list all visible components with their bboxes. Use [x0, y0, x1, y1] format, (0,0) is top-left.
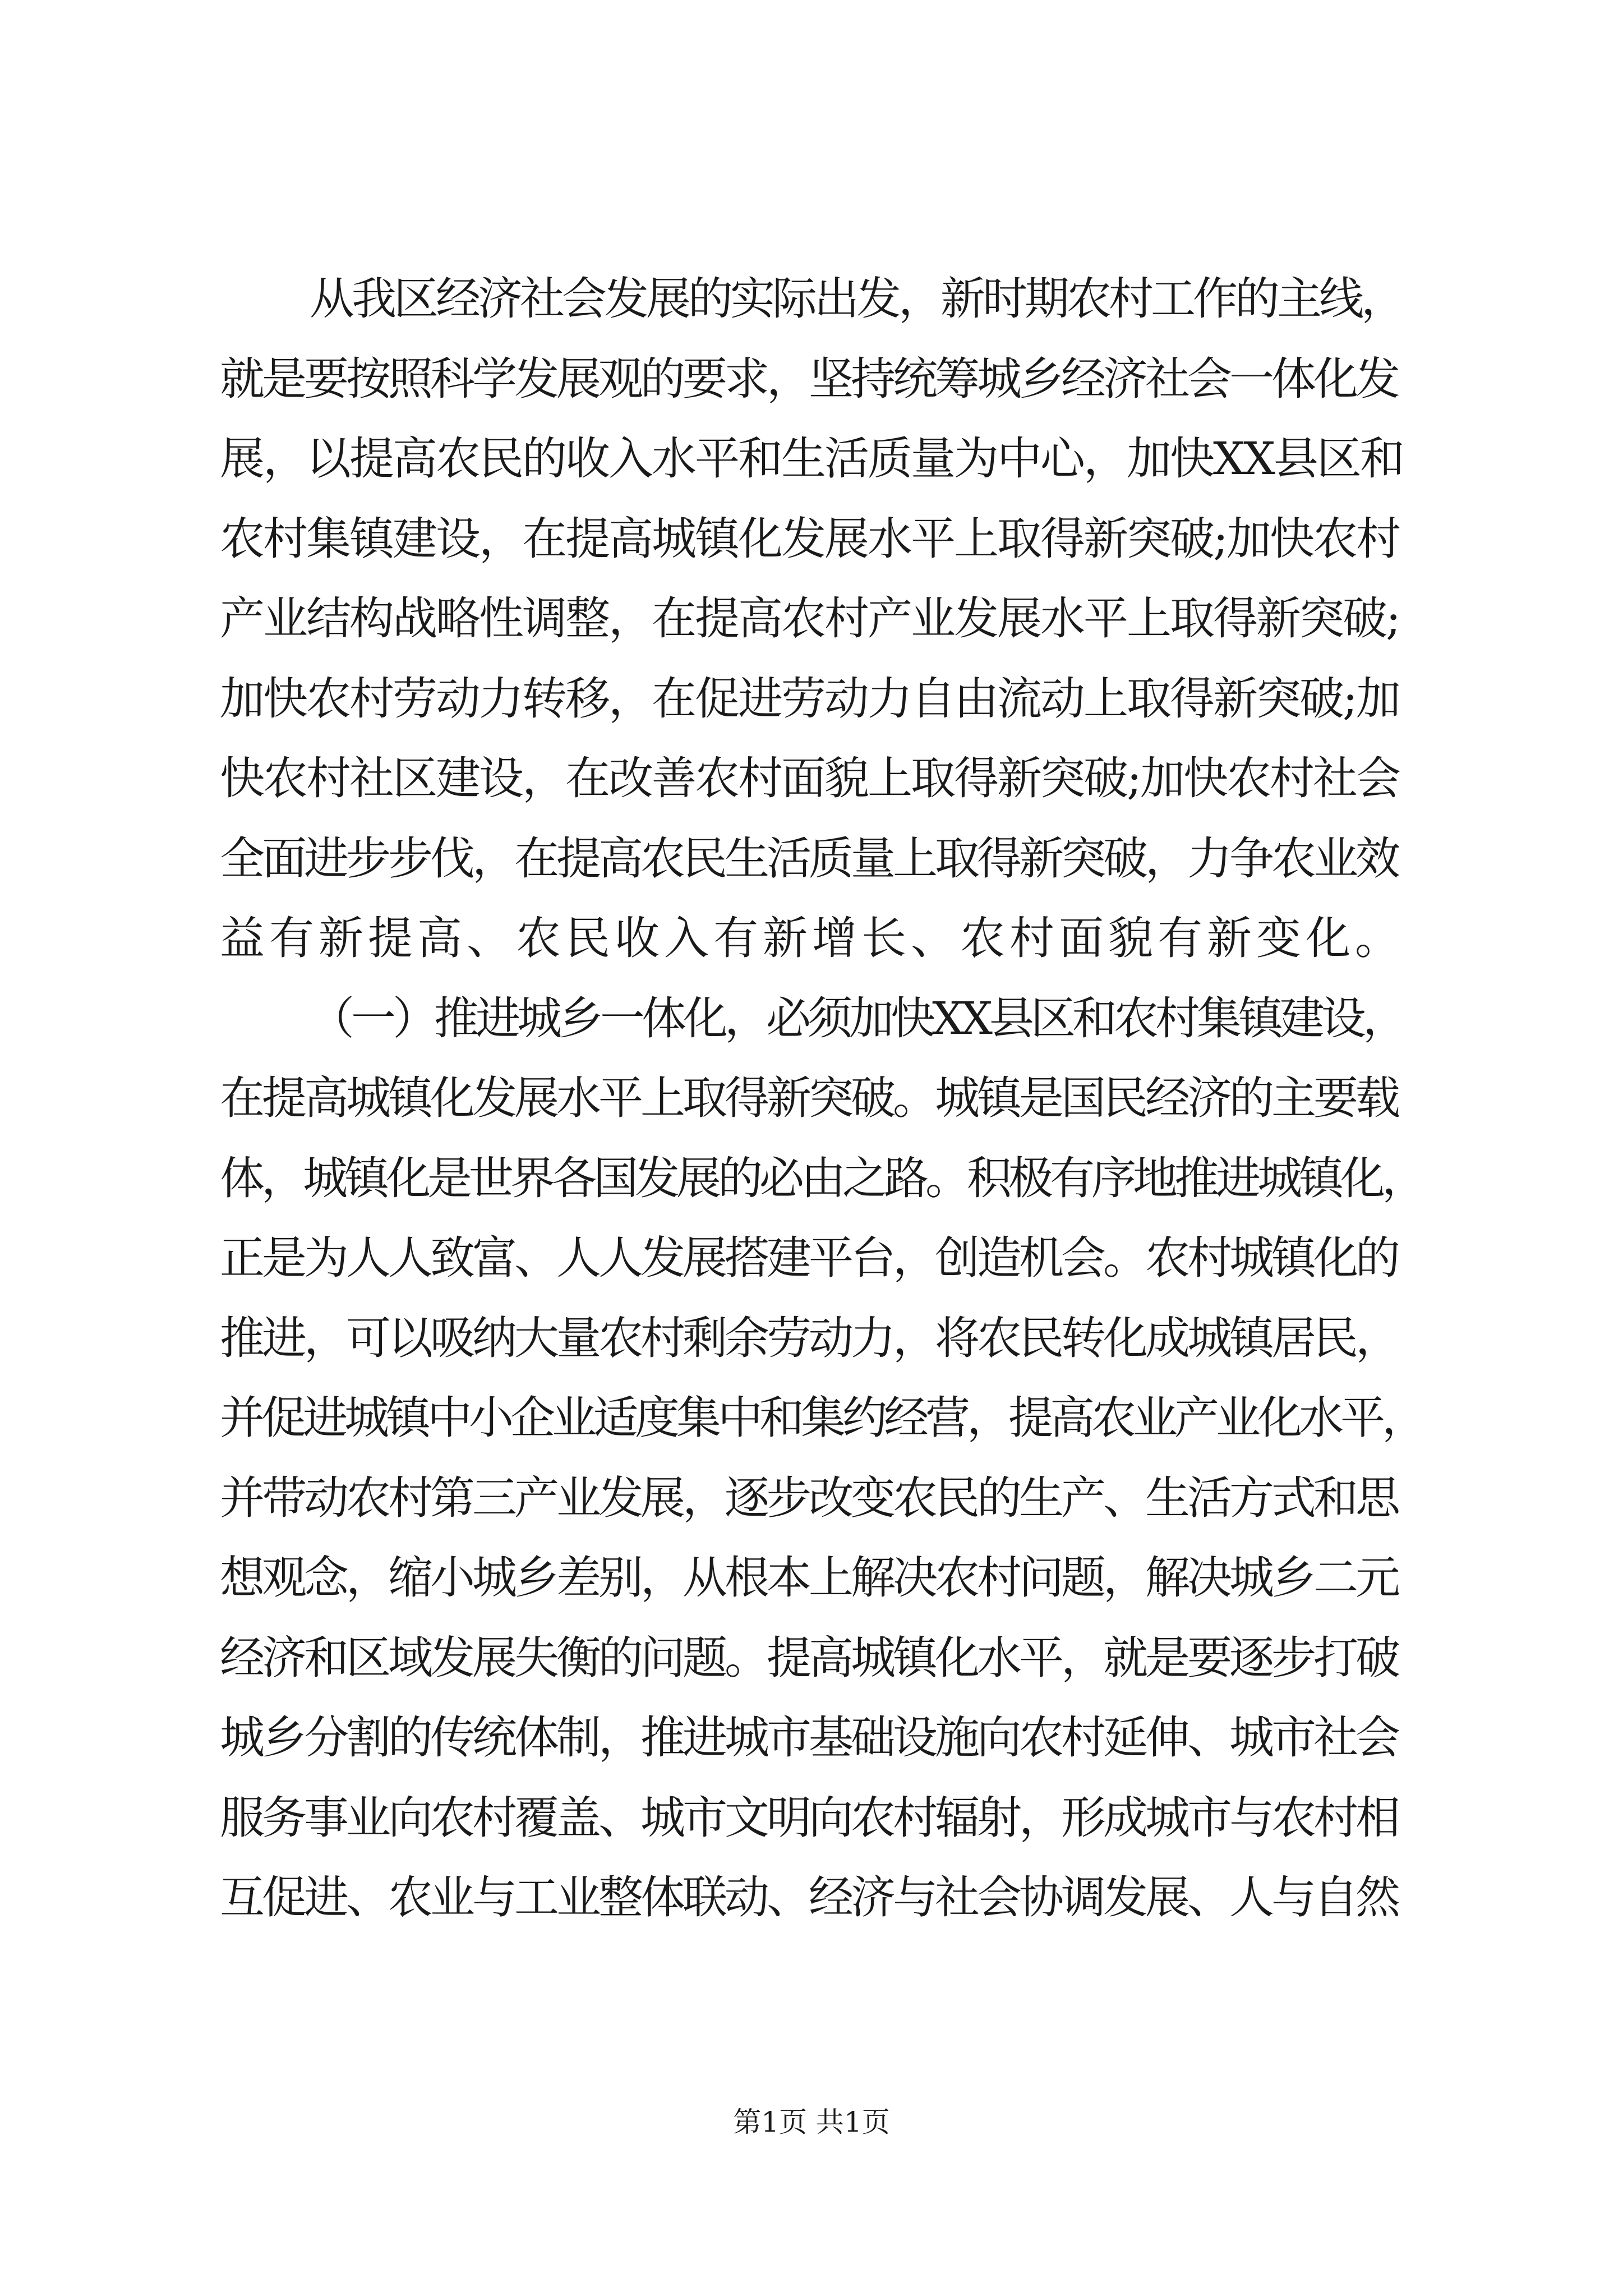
- document-body: [220, 259, 1423, 1938]
- text-line-5: 产业结构战略性调整，在提高农村产业发展水平上取得新突破;: [220, 592, 1399, 645]
- text-line-17: 想观念，缩小城乡差别，从根本上解决农村问题，解决城乡二元: [220, 1552, 1398, 1604]
- text-line-10: （一）推进城乡一体化，必须加快XX县区和农村集镇建设，: [310, 992, 1404, 1045]
- text-line-15: 并促进城镇中小企业适度集中和集约经营，提高农业产业化水平，: [220, 1392, 1423, 1444]
- text-line-6: 加快农村劳动力转移，在促进劳动力自由流动上取得新突破;加: [220, 672, 1399, 725]
- text-line-7: 快农村社区建设，在改善农村面貌上取得新突破;加快农村社会: [220, 752, 1399, 804]
- text-line-4: 农村集镇建设，在提高城镇化发展水平上取得新突破;加快农村: [220, 512, 1399, 565]
- text-line-16: 并带动农村第三产业发展，逐步改变农民的生产、生活方式和思: [220, 1471, 1398, 1524]
- text-line-3: 展，以提高农民的收入水平和生活质量为中心，加快XX县区和: [220, 432, 1403, 485]
- text-line-20: 服务事业向农村覆盖、城市文明向农村辐射，形成城市与农村相: [220, 1791, 1398, 1844]
- text-line-1: 从我区经济社会发展的实际出发，新时期农村工作的主线，: [310, 273, 1403, 325]
- text-line-14: 推进，可以吸纳大量农村剩余劳动力，将农民转化成城镇居民，: [220, 1312, 1398, 1364]
- text-line-18: 经济和区域发展失衡的问题。提高城镇化水平，就是要逐步打破: [220, 1631, 1398, 1684]
- text-line-11: 在提高城镇化发展水平上取得新突破。城镇是国民经济的主要载: [220, 1072, 1398, 1124]
- page-footer: 第1页 共1页: [733, 2106, 890, 2138]
- text-line-21: 互促进、农业与工业整体联动、经济与社会协调发展、人与自然: [220, 1871, 1398, 1924]
- text-line-13: 正是为人人致富、人人发展搭建平台，创造机会。农村城镇化的: [220, 1232, 1398, 1284]
- text-line-2: 就是要按照科学发展观的要求，坚持统筹城乡经济社会一体化发: [220, 352, 1398, 405]
- text-line-19: 城乡分割的传统体制，推进城市基础设施向农村延伸、城市社会: [220, 1711, 1398, 1764]
- text-line-8: 全面进步步伐，在提高农民生活质量上取得新突破，力争农业效: [220, 832, 1398, 885]
- text-line-12: 体，城镇化是世界各国发展的必由之路。积极有序地推进城镇化，: [220, 1152, 1423, 1204]
- text-line-9: 益有新提高、农民收入有新增长、农村面貌有新变化。: [220, 912, 1404, 964]
